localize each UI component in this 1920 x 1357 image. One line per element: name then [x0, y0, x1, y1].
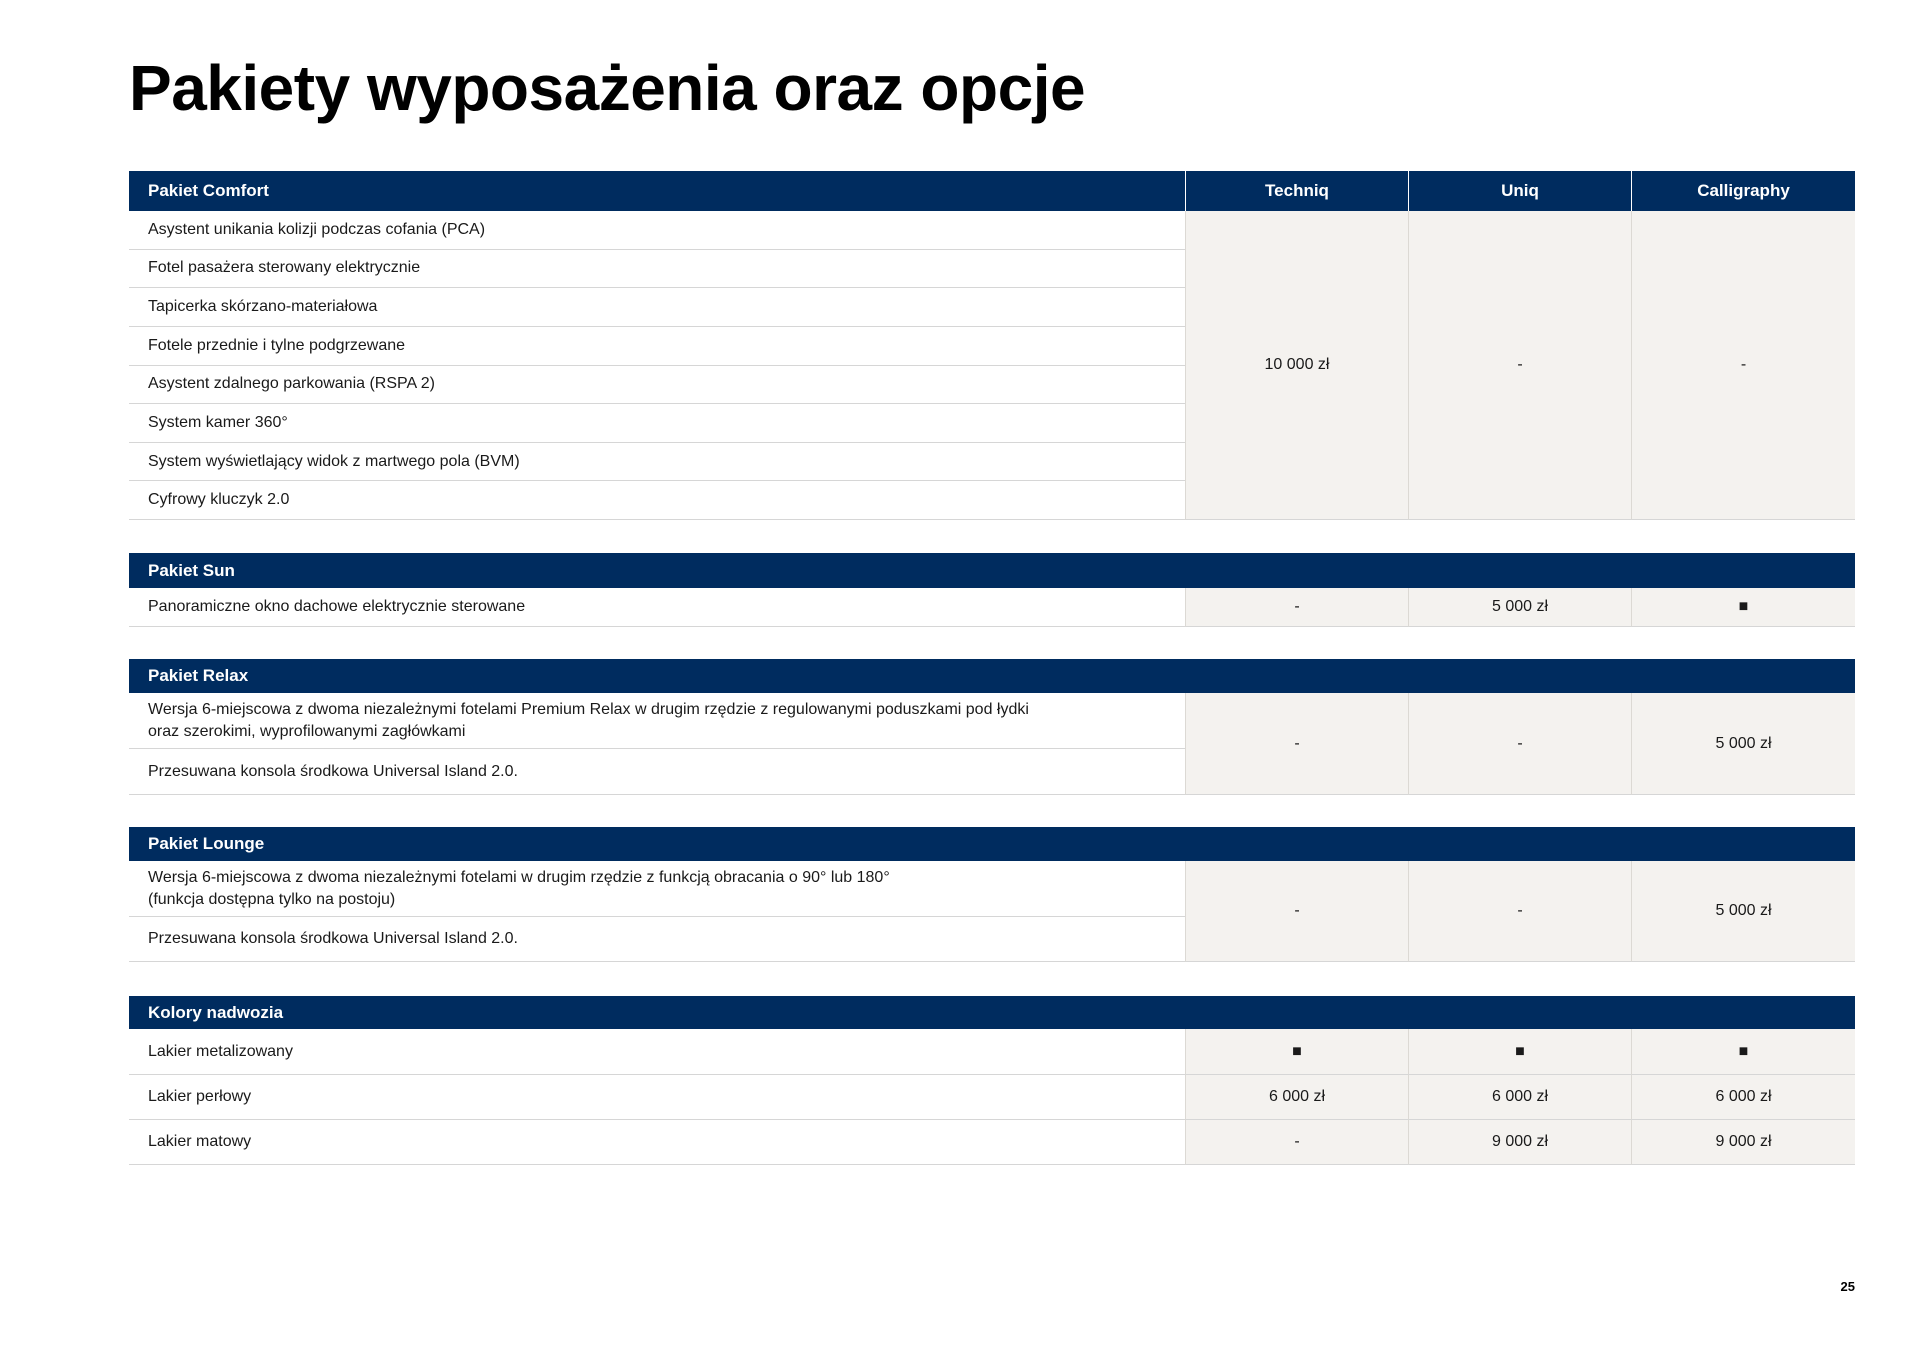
color-option-label: Lakier metalizowany: [129, 1029, 1185, 1075]
section-body: [129, 211, 1855, 520]
feature-label: Panoramiczne okno dachowe elektrycznie sterowane: [129, 588, 1185, 627]
feature-label: System kamer 360°: [129, 404, 1185, 443]
price-cell-techniq: ■: [1185, 1029, 1408, 1075]
price-cell-calligraphy: 9 000 zł: [1631, 1120, 1855, 1165]
section-title: Pakiet Lounge: [148, 834, 265, 853]
price-cell-techniq: -: [1185, 861, 1408, 962]
page-title: Pakiety wyposażenia oraz opcje: [129, 52, 1086, 124]
section-pakiet-comfort: [129, 171, 1855, 520]
price-cell-uniq: ■: [1408, 1029, 1631, 1075]
price-cell-techniq: 10 000 zł: [1185, 211, 1408, 520]
price-cell-uniq: -: [1408, 693, 1631, 795]
section-body: [129, 861, 1855, 962]
feature-label: Przesuwana konsola środkowa Universal Island 2.0.: [129, 749, 1185, 795]
feature-label: Wersja 6-miejscowa z dwoma niezależnymi fotelami w drugim rzędzie z funkcją obracania o 90° lub 180° (funkcja dostępna tylko na postoju): [129, 861, 1185, 917]
feature-label: Fotele przednie i tylne podgrzewane: [129, 327, 1185, 366]
section-kolory-nadwozia: [129, 996, 1855, 1165]
price-cell-uniq: 6 000 zł: [1408, 1075, 1631, 1120]
price-cell-calligraphy: ■: [1631, 588, 1855, 627]
column-header-uniq: Uniq: [1408, 171, 1631, 211]
section-pakiet-sun: [129, 553, 1855, 627]
section-header: [129, 827, 1855, 861]
feature-label: Wersja 6-miejscowa z dwoma niezależnymi fotelami Premium Relax w drugim rzędzie z regulowanymi poduszkami pod łydki oraz szerokimi, wyprofilowanymi zagłówkami: [129, 693, 1185, 749]
column-header-calligraphy: Calligraphy: [1631, 171, 1855, 211]
column-header-techniq: Techniq: [1185, 171, 1408, 211]
section-body: [129, 1029, 1855, 1165]
price-cell-techniq: -: [1185, 1120, 1408, 1165]
price-cell-calligraphy: 5 000 zł: [1631, 861, 1855, 962]
feature-label: Fotel pasażera sterowany elektrycznie: [129, 250, 1185, 289]
price-cell-uniq: 5 000 zł: [1408, 588, 1631, 627]
feature-label: Asystent zdalnego parkowania (RSPA 2): [129, 366, 1185, 405]
section-header: [129, 996, 1855, 1029]
price-cell-uniq: 9 000 zł: [1408, 1120, 1631, 1165]
price-cell-techniq: -: [1185, 693, 1408, 795]
price-cell-calligraphy: 6 000 zł: [1631, 1075, 1855, 1120]
section-header: [129, 659, 1855, 693]
price-cell-uniq: -: [1408, 211, 1631, 520]
section-body: [129, 693, 1855, 795]
price-cell-techniq: 6 000 zł: [1185, 1075, 1408, 1120]
color-option-label: Lakier perłowy: [129, 1075, 1185, 1120]
color-option-label: Lakier matowy: [129, 1120, 1185, 1165]
section-title: Pakiet Comfort: [148, 181, 269, 200]
section-pakiet-relax: [129, 659, 1855, 795]
price-cell-calligraphy: -: [1631, 211, 1855, 520]
section-header: [129, 171, 1855, 211]
page-number: 25: [1840, 1279, 1855, 1294]
section-title: Pakiet Relax: [148, 666, 249, 685]
section-body: [129, 588, 1855, 627]
feature-label: Przesuwana konsola środkowa Universal Island 2.0.: [129, 917, 1185, 962]
price-cell-calligraphy: ■: [1631, 1029, 1855, 1075]
price-cell-techniq: -: [1185, 588, 1408, 627]
section-title: Pakiet Sun: [148, 560, 235, 580]
price-cell-calligraphy: 5 000 zł: [1631, 693, 1855, 795]
feature-label: Cyfrowy kluczyk 2.0: [129, 481, 1185, 520]
section-header: [129, 553, 1855, 588]
price-cell-uniq: -: [1408, 861, 1631, 962]
section-pakiet-lounge: [129, 827, 1855, 962]
section-title: Kolory nadwozia: [148, 1002, 284, 1022]
feature-label: Asystent unikania kolizji podczas cofania (PCA): [129, 211, 1185, 250]
feature-label: Tapicerka skórzano-materiałowa: [129, 288, 1185, 327]
feature-label: System wyświetlający widok z martwego pola (BVM): [129, 443, 1185, 482]
